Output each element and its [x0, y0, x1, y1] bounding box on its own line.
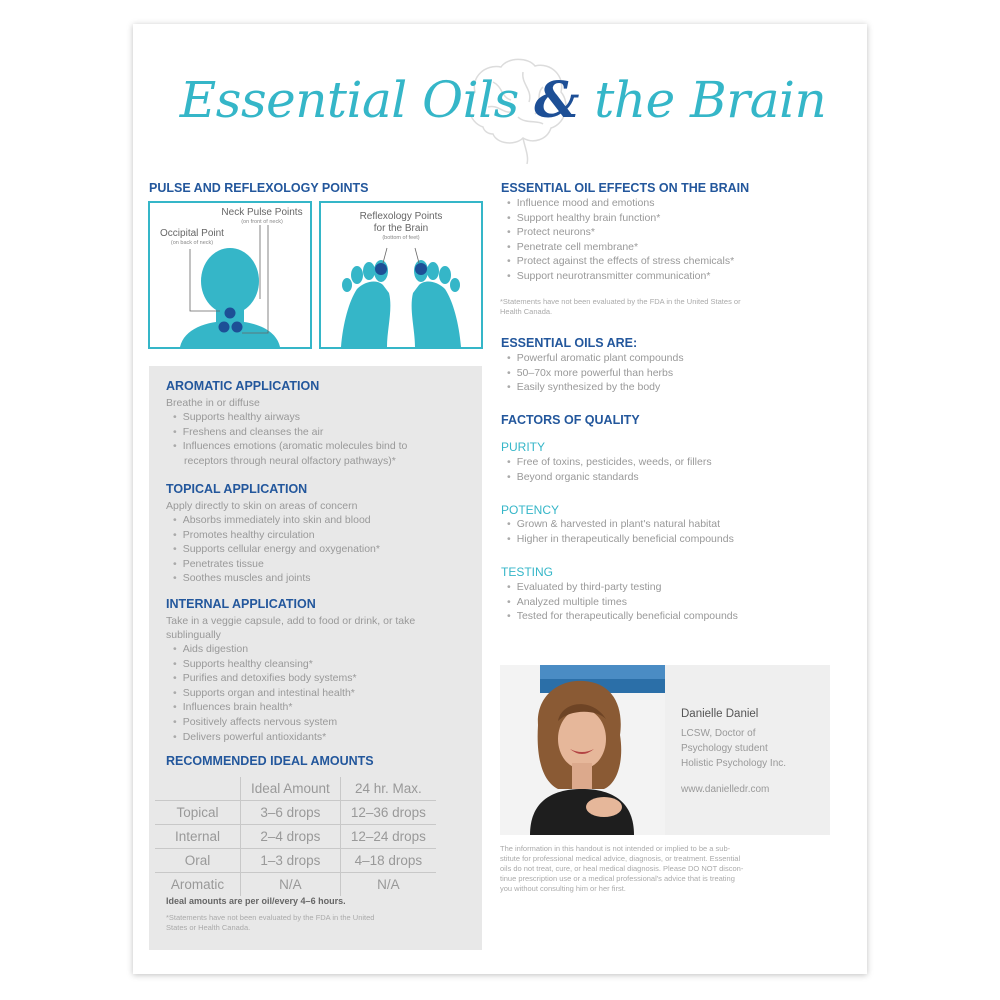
internal-list [173, 642, 357, 744]
profile-name: Danielle Daniel [681, 708, 759, 720]
table-cell: 12–24 drops [340, 825, 436, 849]
table-cell: N/A [377, 877, 400, 892]
table-cell: 3–6 drops [241, 801, 341, 825]
list-item: • Freshens and cleanses the air [173, 425, 407, 440]
table-header-cell: Ideal Amount [241, 777, 341, 801]
amounts-note: Ideal amounts are per oil/every 4–6 hours. [166, 896, 346, 906]
list-item: • Influences emotions (aromatic molecules bind to [173, 439, 407, 454]
page-title [158, 70, 848, 129]
list-item: • Support neurotransmitter communication* [507, 269, 734, 284]
list-item: • Protect against the effects of stress chemicals* [507, 254, 734, 269]
profile-organization: Holistic Psychology Inc. [681, 758, 787, 769]
internal-heading: INTERNAL APPLICATION [166, 597, 316, 611]
reflexology-label: Reflexology Points for the Brain (bottom of feet) [359, 211, 443, 241]
profile-credential-2: Psychology student [681, 743, 768, 754]
list-item: • Free of toxins, pesticides, weeds, or fillers [507, 455, 712, 470]
table-cell: Topical [155, 801, 241, 825]
list-item: • Influence mood and emotions [507, 196, 734, 211]
aromatic-heading: AROMATIC APPLICATION [166, 379, 320, 393]
table-cell: 1–3 drops [241, 849, 341, 873]
list-item: • Beyond organic standards [507, 470, 712, 485]
list-item: • Positively affects nervous system [173, 715, 357, 730]
internal-intro: Take in a veggie capsule, add to food or drink, or take sublingually [166, 615, 416, 641]
table-cell: 2–4 drops [241, 825, 341, 849]
list-item: • Powerful aromatic plant compounds [507, 351, 684, 366]
table-cell: 12–36 drops [340, 801, 436, 825]
list-item: • Supports organ and intestinal health* [173, 686, 357, 701]
list-item: • Penetrate cell membrane* [507, 240, 734, 255]
profile-website: www.danielledr.com [681, 784, 770, 795]
title-text-2: the Brain [578, 71, 827, 129]
reflexology-box [319, 201, 483, 349]
table-header-cell [155, 777, 241, 801]
table-row [155, 801, 436, 825]
table-cell: Aromatic [155, 873, 241, 897]
handout-sheet [133, 24, 867, 974]
neck-pulse-label: Neck Pulse Points (on front of neck) [221, 207, 303, 225]
potency-list [507, 517, 734, 546]
list-item: • Supports healthy cleansing* [173, 657, 357, 672]
topical-intro: Apply directly to skin on areas of concern [166, 500, 358, 512]
list-item: receptors through neural olfactory pathways)* [184, 454, 396, 467]
table-row [155, 849, 436, 873]
effects-list [507, 196, 734, 284]
effects-heading: ESSENTIAL OIL EFFECTS ON THE BRAIN [501, 181, 750, 195]
quality-heading: FACTORS OF QUALITY [501, 413, 640, 427]
testing-list [507, 580, 738, 624]
table-cell: Internal [155, 825, 241, 849]
topical-list [173, 513, 380, 586]
list-item: • Soothes muscles and joints [173, 571, 380, 586]
list-item: • Analyzed multiple times [507, 595, 738, 610]
oils-are-heading: ESSENTIAL OILS ARE: [501, 336, 638, 350]
table-cell: Oral [155, 849, 241, 873]
effects-fda-note: *Statements have not been evaluated by the FDA in the United States or Health Canada. [500, 297, 741, 316]
potency-label: POTENCY [501, 503, 560, 517]
profile-credential-1: LCSW, Doctor of [681, 728, 756, 739]
list-item: • 50–70x more powerful than herbs [507, 366, 684, 381]
list-item: • Penetrates tissue [173, 557, 380, 572]
table-cell: N/A [241, 873, 341, 897]
testing-label: TESTING [501, 565, 554, 579]
list-item: • Influences brain health* [173, 700, 357, 715]
disclaimer: The information in this handout is not intended or implied to be a sub- stitute for professional medical advice, diagnosis, or treatment. Essential oils do not treat, cure, or heal medical diagnosis. Please DO NOT discon- tinue prescription use or a medical professional's advice that is treating you without consulting him or her first. [500, 844, 744, 893]
profile-photo [500, 665, 665, 835]
pulse-heading: PULSE AND REFLEXOLOGY POINTS [149, 181, 369, 195]
list-item: • Absorbs immediately into skin and blood [173, 513, 380, 528]
table-header-row [155, 777, 436, 801]
title-text-1: Essential Oils [179, 71, 535, 129]
topical-heading: TOPICAL APPLICATION [166, 482, 308, 496]
occipital-label: Occipital Point (on back of neck) [160, 228, 224, 246]
aromatic-list [173, 410, 407, 468]
list-item: • Support healthy brain function* [507, 211, 734, 226]
list-item: • Supports cellular energy and oxygenation* [173, 542, 380, 557]
list-item: • Higher in therapeutically beneficial compounds [507, 532, 734, 547]
aromatic-intro: Breathe in or diffuse [166, 397, 260, 409]
table-header-cell: 24 hr. Max. [340, 777, 436, 801]
amounts-fda-note: *Statements have not been evaluated by the FDA in the United States or Health Canada. [166, 913, 375, 932]
neck-points-box [148, 201, 312, 349]
purity-list [507, 455, 712, 484]
list-item: • Delivers powerful antioxidants* [173, 730, 357, 745]
list-item: • Protect neurons* [507, 225, 734, 240]
title-ampersand: & [534, 70, 579, 129]
list-item: • Grown & harvested in plant's natural habitat [507, 517, 734, 532]
oils-are-list [507, 351, 684, 395]
list-item: • Supports healthy airways [173, 410, 407, 425]
list-item: • Easily synthesized by the body [507, 380, 684, 395]
table-cell: 4–18 drops [340, 849, 436, 873]
purity-label: PURITY [501, 440, 546, 454]
list-item: • Purifies and detoxifies body systems* [173, 671, 357, 686]
list-item: • Aids digestion [173, 642, 357, 657]
list-item: • Evaluated by third-party testing [507, 580, 738, 595]
amounts-table [155, 777, 436, 896]
amounts-heading: RECOMMENDED IDEAL AMOUNTS [166, 754, 374, 768]
list-item: • Tested for therapeutically beneficial compounds [507, 609, 738, 624]
list-item: • Promotes healthy circulation [173, 528, 380, 543]
table-row [155, 873, 436, 897]
table-row [155, 825, 436, 849]
